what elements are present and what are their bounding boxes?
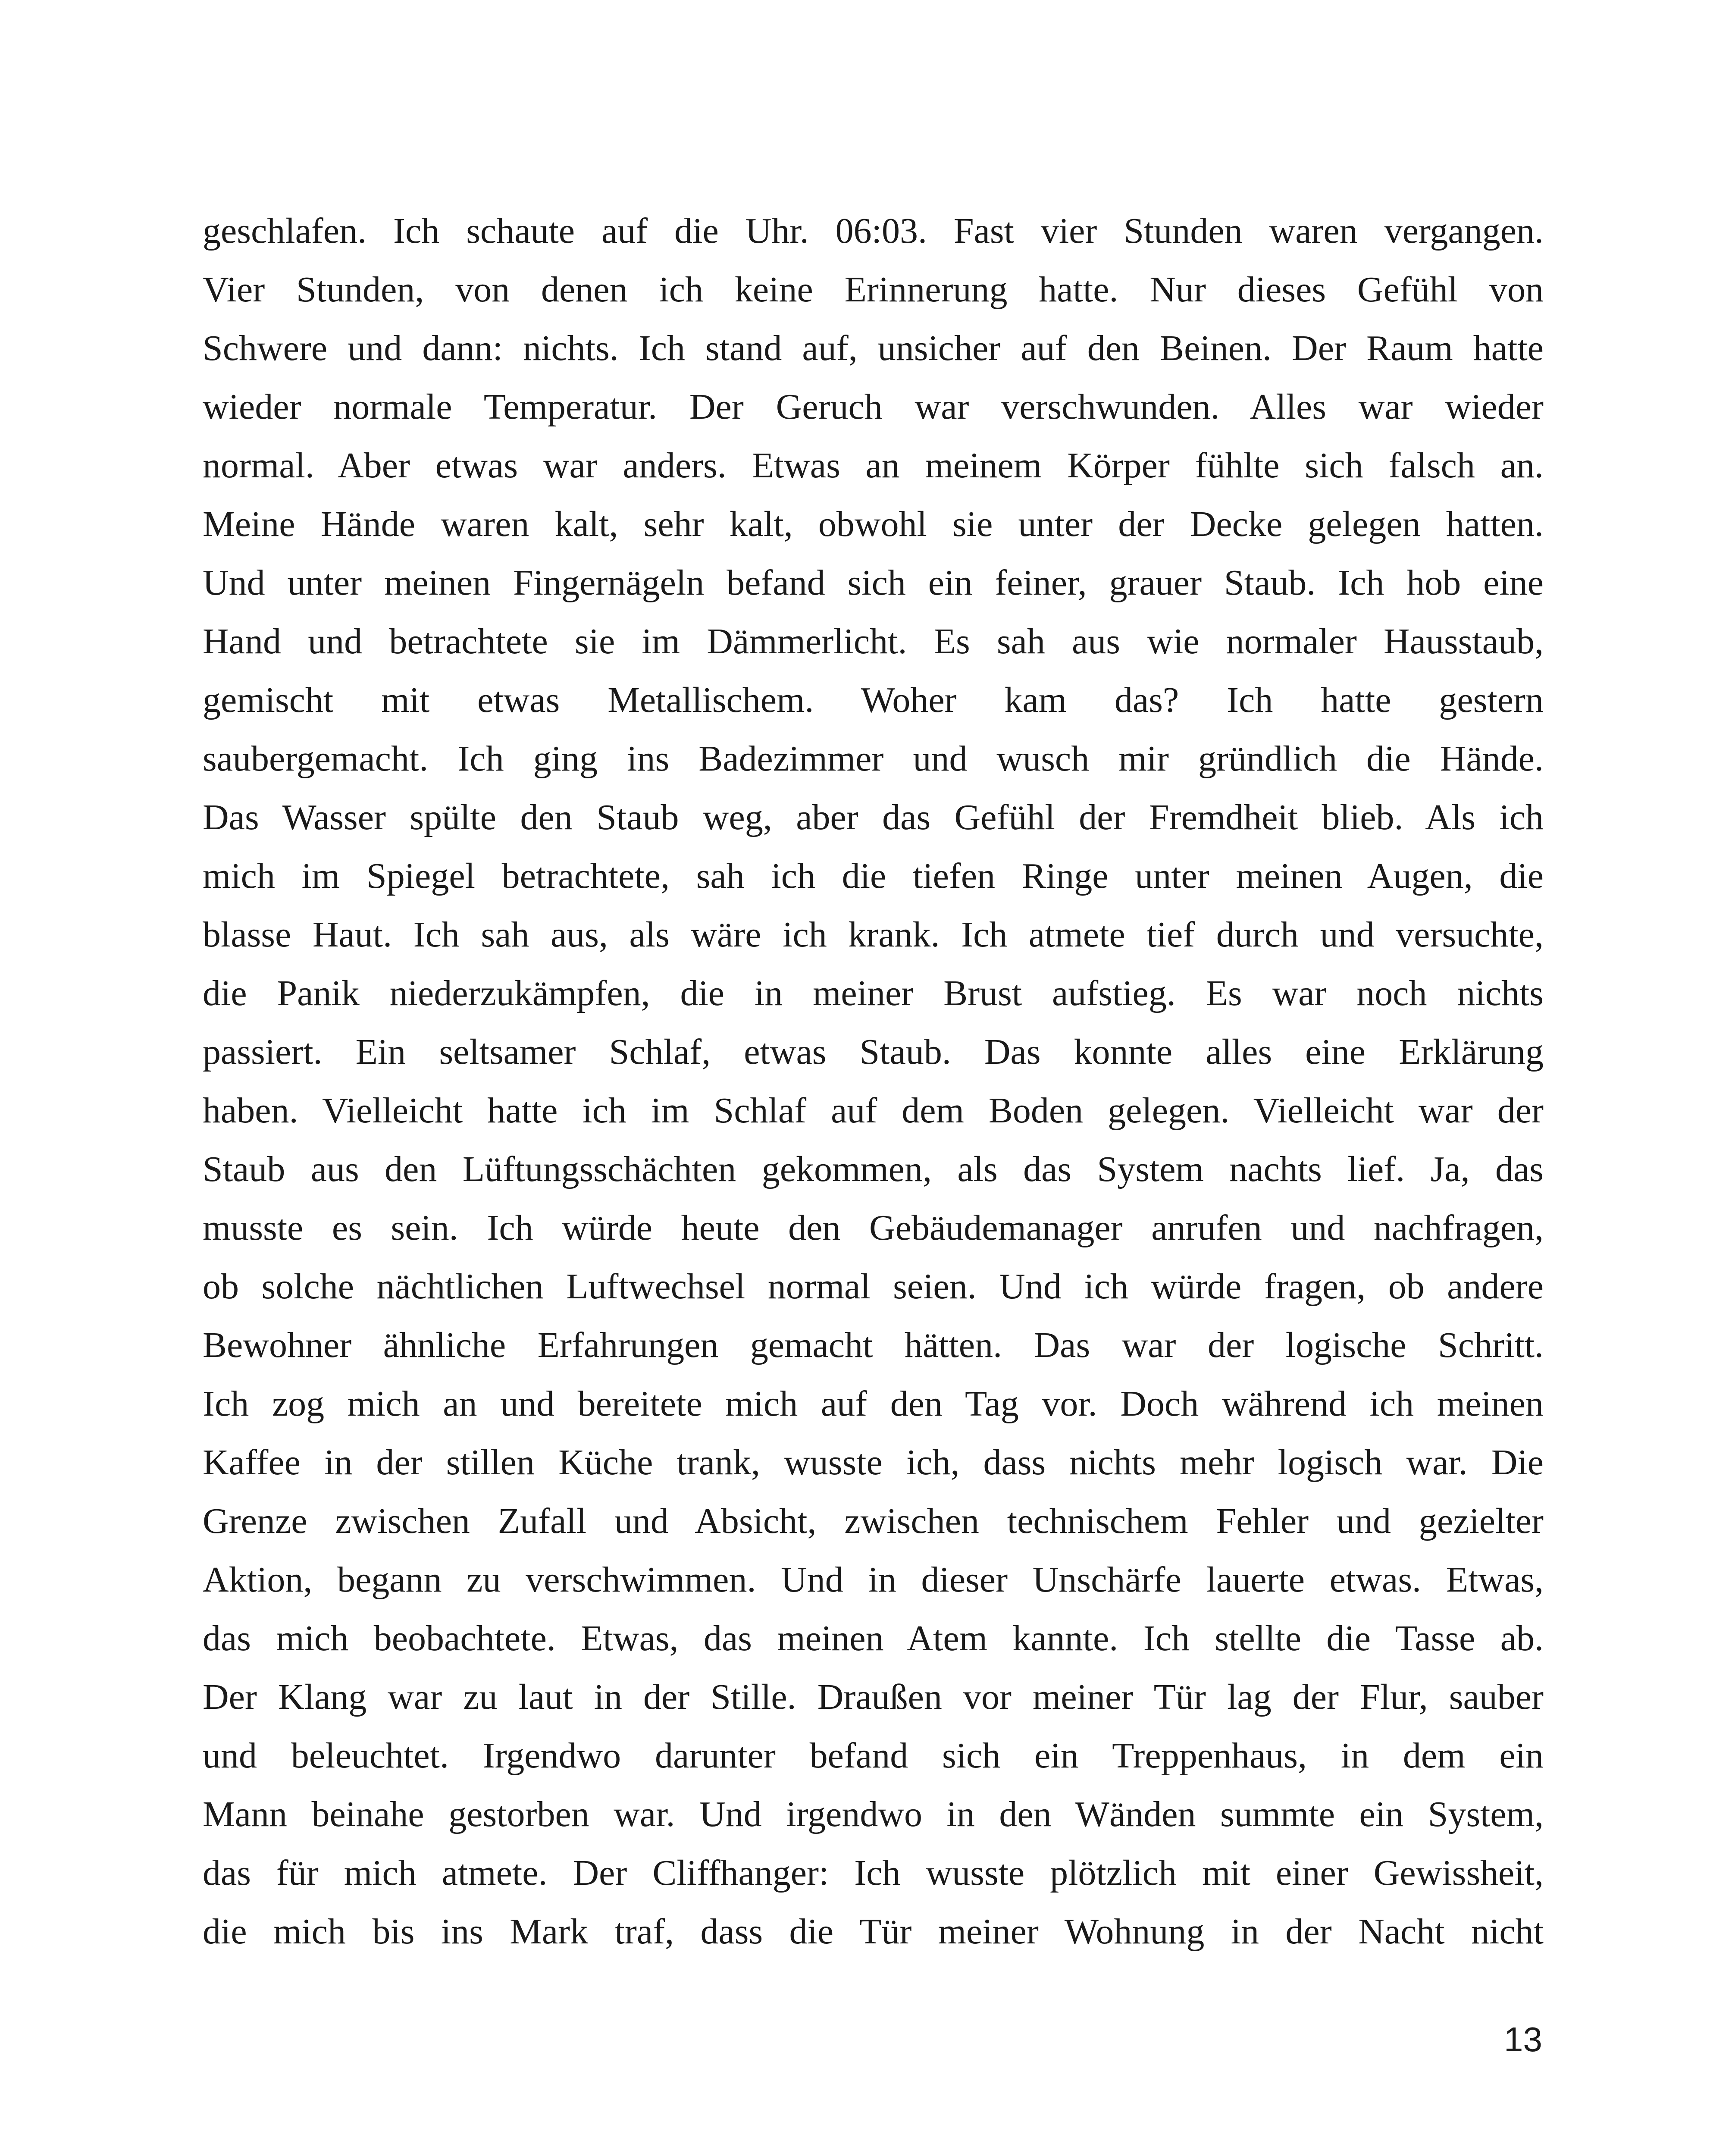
text-line: Der Klang war zu laut in der Stille. Draußen vor meiner Tür lag der Flur, sauber [203, 1677, 1544, 1717]
text-line: passiert. Ein seltsamer Schlaf, etwas Staub. Das konnte alles eine Erklärung [203, 1032, 1544, 1072]
text-line: wieder normale Temperatur. Der Geruch war verschwunden. Alles war wieder [203, 387, 1544, 427]
text-line: Vier Stunden, von denen ich keine Erinnerung hatte. Nur dieses Gefühl von [203, 270, 1544, 310]
text-line: das für mich atmete. Der Cliffhanger: Ich wusste plötzlich mit einer Gewissheit, [203, 1853, 1544, 1893]
text-line: Grenze zwischen Zufall und Absicht, zwischen technischem Fehler und gezielter [203, 1501, 1544, 1541]
text-line: saubergemacht. Ich ging ins Badezimmer und wusch mir gründlich die Hände. [203, 739, 1544, 779]
text-line: ob solche nächtlichen Luftwechsel normal seien. Und ich würde fragen, ob andere [203, 1266, 1544, 1307]
text-line: musste es sein. Ich würde heute den Gebäudemanager anrufen und nachfragen, [203, 1208, 1544, 1248]
page-number: 13 [1504, 2020, 1542, 2059]
text-line: Aktion, begann zu verschwimmen. Und in dieser Unschärfe lauerte etwas. Etwas, [203, 1560, 1544, 1600]
text-line: Ich zog mich an und bereitete mich auf den Tag vor. Doch während ich meinen [203, 1384, 1544, 1424]
text-line: Meine Hände waren kalt, sehr kalt, obwohl sie unter der Decke gelegen hatten. [203, 504, 1544, 544]
text-line: mich im Spiegel betrachtete, sah ich die tiefen Ringe unter meinen Augen, die [203, 856, 1544, 896]
text-line: geschlafen. Ich schaute auf die Uhr. 06:03. Fast vier Stunden waren vergangen. [203, 211, 1544, 251]
text-line: Mann beinahe gestorben war. Und irgendwo in den Wänden summte ein System, [203, 1794, 1544, 1834]
text-line: Das Wasser spülte den Staub weg, aber das Gefühl der Fremdheit blieb. Als ich [203, 797, 1544, 837]
text-line: Staub aus den Lüftungsschächten gekommen, als das System nachts lief. Ja, das [203, 1149, 1544, 1189]
text-line: die mich bis ins Mark traf, dass die Tür meiner Wohnung in der Nacht nicht [203, 1912, 1544, 1952]
text-line: normal. Aber etwas war anders. Etwas an meinem Körper fühlte sich falsch an. [203, 445, 1544, 486]
text-line: Bewohner ähnliche Erfahrungen gemacht hätten. Das war der logische Schritt. [203, 1325, 1544, 1365]
text-line: die Panik niederzukämpfen, die in meiner Brust aufstieg. Es war noch nichts [203, 973, 1544, 1013]
text-line: und beleuchtet. Irgendwo darunter befand sich ein Treppenhaus, in dem ein [203, 1736, 1544, 1776]
text-line: Hand und betrachtete sie im Dämmerlicht. Es sah aus wie normaler Hausstaub, [203, 621, 1544, 661]
text-line: blasse Haut. Ich sah aus, als wäre ich krank. Ich atmete tief durch und versuchte, [203, 915, 1544, 955]
text-line: das mich beobachtete. Etwas, das meinen Atem kannte. Ich stellte die Tasse ab. [203, 1618, 1544, 1658]
body-text [203, 202, 1544, 1961]
text-line: Kaffee in der stillen Küche trank, wusste ich, dass nichts mehr logisch war. Die [203, 1442, 1544, 1482]
text-line: Und unter meinen Fingernägeln befand sich ein feiner, grauer Staub. Ich hob eine [203, 563, 1544, 603]
text-line: Schwere und dann: nichts. Ich stand auf, unsicher auf den Beinen. Der Raum hatte [203, 328, 1544, 368]
text-line: haben. Vielleicht hatte ich im Schlaf auf dem Boden gelegen. Vielleicht war der [203, 1091, 1544, 1131]
text-line: gemischt mit etwas Metallischem. Woher kam das? Ich hatte gestern [203, 680, 1544, 720]
